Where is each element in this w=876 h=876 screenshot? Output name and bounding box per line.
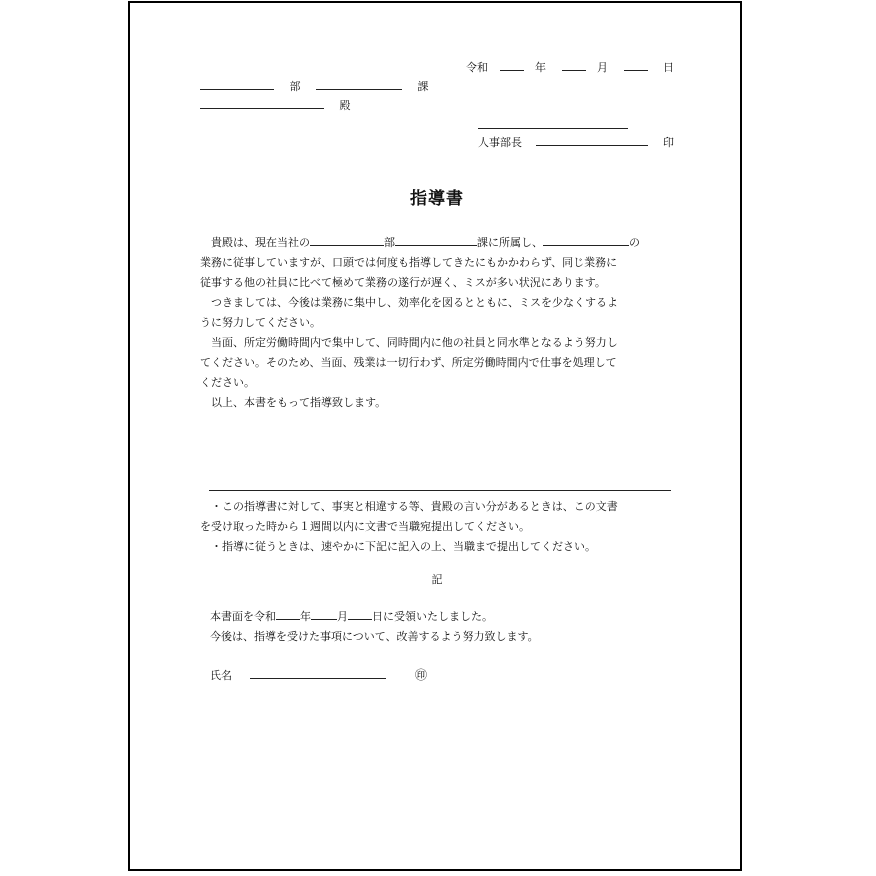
note-1-line-1: ・この指導書に対して、事実と相違する等、貴殿の言い分があるときは、この文書: [211, 500, 618, 513]
sender-seal-label: 印: [663, 136, 674, 149]
body-line-8: ください。: [200, 376, 255, 389]
body-line-5: うに努力してください。: [200, 316, 321, 329]
body-text: [200, 233, 674, 413]
body-line-4: つきましては、今後は業務に集中し、効率化を図るとともに、ミスを少なくするよ: [211, 296, 618, 309]
note-2: ・指導に従うときは、速やかに下記に記入の上、当職まで提出してください。: [211, 540, 596, 553]
body-line-3: 従事する他の社員に比べて極めて業務の遂行が遅く、ミスが多い状況にあります。: [200, 276, 606, 289]
document-title: 指導書: [410, 189, 464, 209]
receipt-line-2: 今後は、指導を受けた事項について、改善するよう努力致します。: [210, 630, 539, 643]
body-line-1: 貴殿は、現在当社の 部 課に所属し、 の: [211, 236, 640, 249]
body-section-blank[interactable]: [395, 234, 477, 246]
honorific-label: 殿: [339, 99, 351, 112]
body-line-7: てください。そのため、当面、残業は一切行わず、所定労働時間内で仕事を処理して: [200, 356, 617, 369]
sender-title: 人事部長: [478, 136, 522, 149]
name-label: 氏名: [210, 669, 232, 682]
document-page: [128, 1, 742, 871]
receipt-text: [210, 607, 684, 647]
receipt-line-1: 本書面を令和 年 月 日に受領いたしました。: [210, 610, 493, 623]
section-divider: [209, 490, 671, 491]
sender-name-blank[interactable]: [536, 134, 648, 146]
recipient-dept-line: [200, 78, 429, 95]
month-blank[interactable]: [562, 59, 586, 71]
signature-line: [210, 667, 427, 684]
date-line: [466, 59, 674, 76]
receipt-month-blank[interactable]: [311, 608, 337, 620]
day-blank[interactable]: [624, 59, 648, 71]
month-label: 月: [597, 61, 608, 74]
recipient-name-blank[interactable]: [200, 97, 324, 109]
sender-line: [478, 134, 674, 151]
recipient-name-line: [200, 97, 351, 114]
body-dept-blank[interactable]: [310, 234, 384, 246]
name-blank[interactable]: [250, 667, 386, 679]
sender-company-line[interactable]: [478, 128, 628, 129]
receipt-year-blank[interactable]: [276, 608, 300, 620]
era-label: 令和: [466, 61, 488, 74]
recipient-dept-blank[interactable]: [200, 78, 274, 90]
section-label: 課: [417, 80, 429, 93]
note-1-line-2: を受け取った時から１週間以内に文書で当職宛提出してください。: [200, 520, 530, 533]
notes-text: [200, 497, 674, 557]
recipient-section-blank[interactable]: [316, 78, 402, 90]
body-line-2: 業務に従事していますが、口頭では何度も指導してきたにもかかわらず、同じ業務に: [200, 256, 618, 269]
year-blank[interactable]: [500, 59, 524, 71]
body-work-blank[interactable]: [543, 234, 629, 246]
body-line-9: 以上、本書をもって指導致します。: [211, 396, 387, 409]
year-label: 年: [535, 61, 546, 74]
receipt-day-blank[interactable]: [348, 608, 372, 620]
seal-mark: ㊞: [415, 668, 428, 682]
day-label: 日: [663, 61, 674, 74]
body-line-6: 当面、所定労働時間内で集中して、同時間内に他の社員と同水準となるよう努力し: [211, 336, 618, 349]
dept-label: 部: [289, 80, 301, 93]
ki-label: 記: [431, 573, 443, 586]
